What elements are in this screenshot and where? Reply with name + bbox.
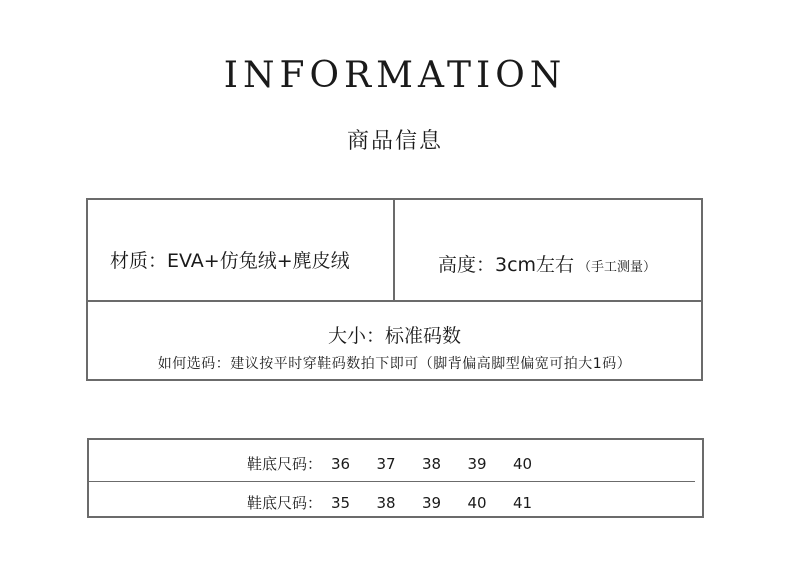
- row-label: 鞋底尺码：: [247, 455, 323, 473]
- table-cell: 36: [331, 455, 351, 473]
- height-cell: [438, 250, 656, 277]
- table-row: [247, 492, 559, 512]
- page-title: INFORMATION: [223, 55, 567, 96]
- size-table: [87, 438, 704, 518]
- table-cell: 35: [331, 494, 351, 512]
- size-advice-text: 如何选码：建议按平时穿鞋码数拍下即可（脚背偏高脚型偏宽可拍大1码）: [157, 356, 632, 372]
- table-cell: 40: [513, 455, 533, 473]
- table-divider: [89, 481, 695, 482]
- info-top-row: [88, 200, 701, 302]
- table-cell: 38: [376, 494, 396, 512]
- table-cell: 41: [513, 494, 533, 512]
- size-text: 大小：标准码数: [327, 325, 461, 347]
- page-subtitle: 商品信息: [346, 129, 443, 154]
- table-cell: 40: [467, 494, 487, 512]
- product-info-box: [86, 198, 703, 381]
- table-cell: 39: [422, 494, 442, 512]
- row-label: 鞋底尺码：: [247, 494, 323, 512]
- material-text: 材质：EVA+仿兔绒+麂皮绒: [110, 250, 350, 272]
- height-text: 高度：3cm左右: [438, 254, 575, 276]
- table-row: [247, 453, 559, 473]
- table-cell: 37: [376, 455, 396, 473]
- height-note: （手工测量）: [578, 260, 657, 275]
- table-cell: 38: [422, 455, 442, 473]
- table-cell: 39: [467, 455, 487, 473]
- vertical-divider: [393, 200, 395, 300]
